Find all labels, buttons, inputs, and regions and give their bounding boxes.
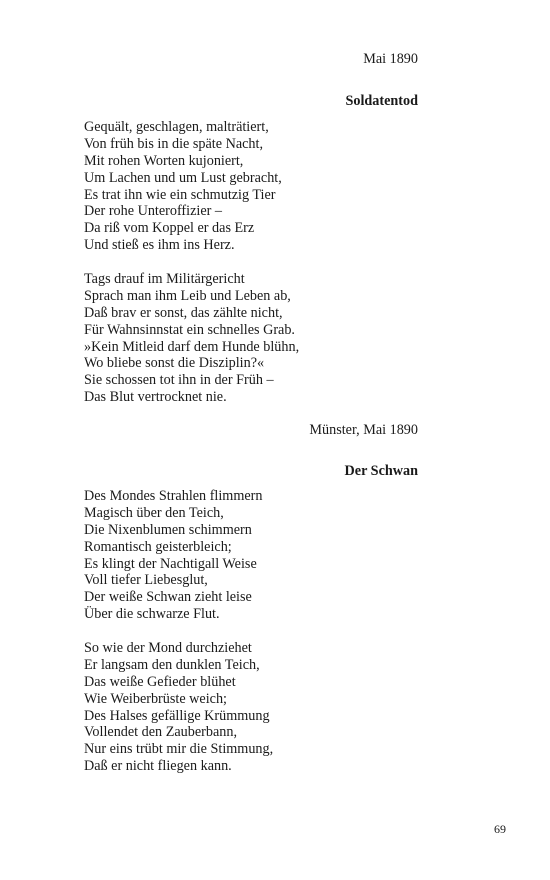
poem2-stanza-1 xyxy=(84,488,263,623)
poem2-stanza-2 xyxy=(84,640,273,775)
poem1-stanza-1 xyxy=(84,119,282,254)
verse-line: Sprach man ihm Leib und Leben ab, xyxy=(84,287,291,304)
verse-line: Tags drauf im Militärgericht xyxy=(84,271,245,287)
verse-line: Er langsam den dunklen Teich, xyxy=(84,656,260,673)
poem1-stanza-2 xyxy=(84,271,299,406)
verse-line: Für Wahnsinnstat ein schnelles Grab. xyxy=(84,321,295,338)
verse-line: Des Mondes Strahlen flimmern xyxy=(84,488,263,504)
verse-line: »Kein Mitleid darf dem Hunde blühn, xyxy=(84,338,300,355)
verse-line: Über die schwarze Flut. xyxy=(84,606,220,623)
verse-line: Das Blut vertrocknet nie. xyxy=(84,389,227,406)
poem-title-soldatentod: Soldatentod xyxy=(345,93,418,109)
verse-line: Das weiße Gefieder blühet xyxy=(84,673,236,690)
verse-line: Voll tiefer Liebesglut, xyxy=(84,572,208,589)
verse-line: Da riß vom Koppel er das Erz xyxy=(84,220,255,237)
verse-line: Sie schossen tot ihn in der Früh – xyxy=(84,372,274,389)
verse-line: Der weiße Schwan zieht leise xyxy=(84,589,252,606)
page-number: 69 xyxy=(494,822,506,836)
verse-line: Nur eins trübt mir die Stimmung, xyxy=(84,741,274,758)
verse-line: Daß brav er sonst, das zählte nicht, xyxy=(84,304,283,321)
verse-line: Es trat ihn wie ein schmutzig Tier xyxy=(84,186,276,203)
header-dateline: Mai 1890 xyxy=(363,51,418,67)
verse-line: Wo bliebe sonst die Disziplin?« xyxy=(84,355,265,372)
verse-line: Es klingt der Nachtigall Weise xyxy=(84,555,257,572)
verse-line: Mit rohen Worten kujoniert, xyxy=(84,152,244,169)
verse-line: Wie Weiberbrüste weich; xyxy=(84,690,227,707)
verse-line: Magisch über den Teich, xyxy=(84,504,224,521)
verse-line: Gequält, geschlagen, malträtiert, xyxy=(84,119,269,135)
verse-line: Des Halses gefällige Krümmung xyxy=(84,707,270,724)
verse-line: Von früh bis in die späte Nacht, xyxy=(84,135,264,152)
verse-line: Daß er nicht fliegen kann. xyxy=(84,758,232,775)
verse-line: Und stieß es ihm ins Herz. xyxy=(84,237,235,254)
verse-line: Der rohe Unteroffizier – xyxy=(84,203,223,220)
verse-line: Die Nixenblumen schimmern xyxy=(84,521,252,538)
verse-line: Vollendet den Zauberbann, xyxy=(84,724,237,741)
poem-title-der-schwan: Der Schwan xyxy=(344,463,418,479)
verse-line: Romantisch geisterbleich; xyxy=(84,538,232,555)
verse-line: Um Lachen und um Lust gebracht, xyxy=(84,169,282,186)
verse-line: So wie der Mond durchziehet xyxy=(84,640,252,656)
poem1-dateline: Münster, Mai 1890 xyxy=(309,422,418,438)
